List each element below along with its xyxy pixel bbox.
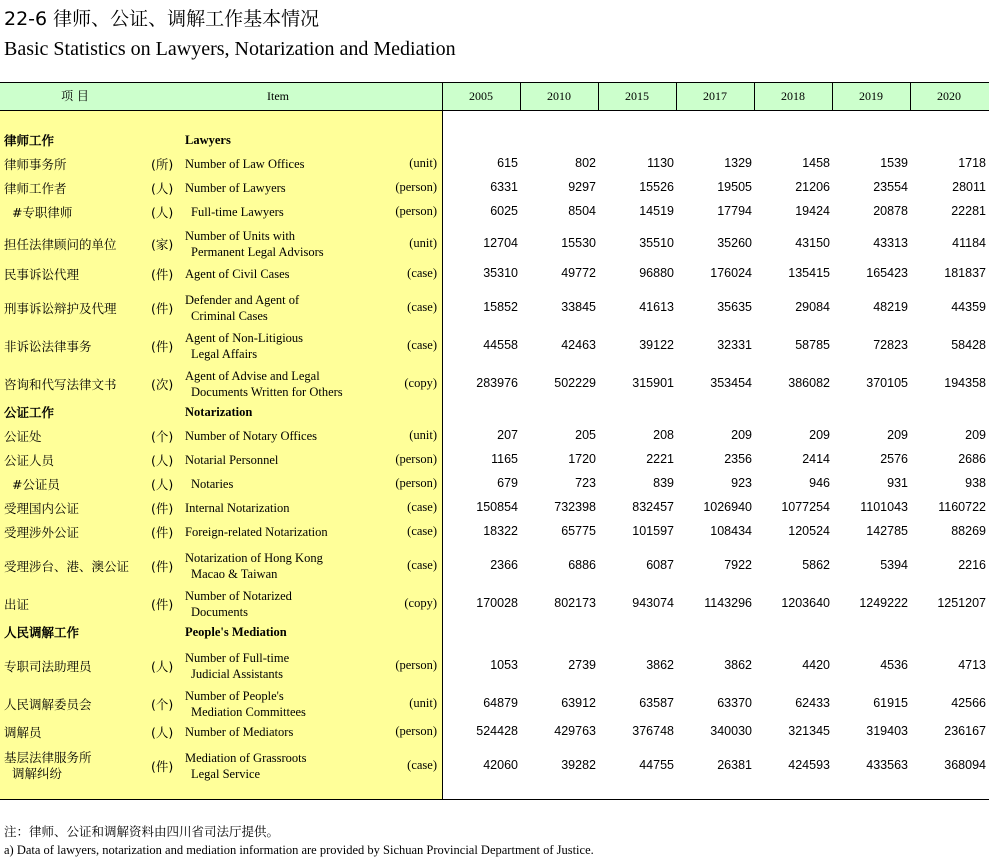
row-value: 35310	[483, 266, 518, 280]
row-value: 2221	[646, 452, 674, 466]
row-value: 353454	[710, 376, 752, 390]
row-unit-en: (person)	[395, 724, 437, 738]
row-value: 1203640	[781, 596, 830, 610]
row-value: 21206	[795, 180, 830, 194]
row-value: 931	[887, 476, 908, 490]
row-unit-cn: (个)	[151, 429, 174, 444]
row-value: 44359	[951, 300, 986, 314]
row-label-en-line: Notarization of Hong Kong	[185, 551, 323, 565]
row-value: 58428	[951, 338, 986, 352]
row-value: 424593	[788, 758, 830, 772]
row-value: 96880	[639, 266, 674, 280]
row-value: 44558	[483, 338, 518, 352]
row-value: 33845	[561, 300, 596, 314]
row-value: 839	[653, 476, 674, 490]
row-unit-cn: (人)	[151, 205, 174, 220]
table-title-cn: 22-6 律师、公证、调解工作基本情况	[4, 8, 320, 30]
row-value: 120524	[788, 524, 830, 538]
row-label-cn: 咨询和代写法律文书	[4, 377, 117, 392]
row-value: 6025	[490, 204, 518, 218]
row-value: 142785	[866, 524, 908, 538]
row-value: 3862	[646, 658, 674, 672]
row-label-cn: 公证人员	[4, 453, 55, 468]
row-label-en-line: Agent of Non-Litigious	[185, 331, 304, 345]
row-value: 176024	[710, 266, 752, 280]
row-label-en	[185, 650, 289, 682]
row-value: 340030	[710, 724, 752, 738]
row-value: 42463	[561, 338, 596, 352]
row-label-cn: 人民调解委员会	[4, 697, 92, 712]
row-value: 205	[575, 428, 596, 442]
row-unit-en: (person)	[395, 452, 437, 466]
row-value: 18322	[483, 524, 518, 538]
row-value: 43313	[873, 236, 908, 250]
row-value: 433563	[866, 758, 908, 772]
row-unit-cn: (件)	[151, 501, 174, 516]
row-value: 938	[965, 476, 986, 490]
row-label-en-line: Mediation Committees	[191, 705, 306, 719]
row-value: 43150	[795, 236, 830, 250]
row-value: 63912	[561, 696, 596, 710]
row-label-en-line: Permanent Legal Advisors	[191, 245, 324, 259]
row-value: 315901	[632, 376, 674, 390]
row-value: 17794	[717, 204, 752, 218]
row-value: 1143296	[704, 596, 752, 610]
row-value: 35510	[639, 236, 674, 250]
row-label-en-line: Number of People's	[185, 689, 284, 703]
row-value: 319403	[866, 724, 908, 738]
row-value: 15530	[561, 236, 596, 250]
footnote-en: a) Data of lawyers, notarization and mediation information are provided by Sichuan Provincial Department of Justice.	[4, 843, 594, 857]
row-value: 48219	[873, 300, 908, 314]
row-label-en	[185, 588, 292, 620]
row-label-cn: 刑事诉讼辩护及代理	[4, 301, 117, 316]
row-label-en-line: Documents	[191, 605, 248, 619]
row-unit-cn: (件)	[151, 559, 174, 574]
row-value: 802	[575, 156, 596, 170]
row-value: 1458	[802, 156, 830, 170]
row-value: 44755	[639, 758, 674, 772]
row-value: 2686	[958, 452, 986, 466]
row-value: 150854	[476, 500, 518, 514]
row-unit-cn: (件)	[151, 339, 174, 354]
row-unit-cn: (人)	[151, 453, 174, 468]
row-label-cn-line1: 基层法律服务所	[4, 750, 92, 765]
row-unit-en: (copy)	[404, 376, 437, 390]
row-value: 209	[731, 428, 752, 442]
row-value: 502229	[554, 376, 596, 390]
row-value: 615	[497, 156, 518, 170]
row-label-en	[185, 724, 293, 740]
row-value: 64879	[483, 696, 518, 710]
header-year: 2020	[937, 89, 961, 103]
row-value: 321345	[788, 724, 830, 738]
row-value: 165423	[866, 266, 908, 280]
row-value: 1077254	[781, 500, 830, 514]
row-value: 35635	[717, 300, 752, 314]
row-unit-cn: (人)	[151, 659, 174, 674]
row-unit-cn: (件)	[151, 267, 174, 282]
row-value: 39122	[639, 338, 674, 352]
header-rule	[0, 110, 989, 111]
row-value: 23554	[873, 180, 908, 194]
row-label-cn: #公证员	[4, 477, 60, 492]
row-label-en	[185, 624, 287, 640]
row-label-en-line: Judicial Assistants	[191, 667, 284, 681]
row-value: 88269	[951, 524, 986, 538]
bottom-rule	[0, 799, 989, 800]
row-value: 2216	[958, 558, 986, 572]
row-unit-cn: (人)	[151, 477, 174, 492]
row-value: 65775	[561, 524, 596, 538]
row-label-en-line: Number of Full-time	[185, 651, 290, 665]
header-year: 2015	[625, 89, 649, 103]
row-value: 2576	[880, 452, 908, 466]
row-value: 1026940	[703, 500, 752, 514]
row-label-en-line: Number of Law Offices	[185, 157, 305, 171]
row-unit-en: (unit)	[409, 156, 437, 170]
row-value: 5862	[802, 558, 830, 572]
header-year: 2005	[469, 89, 493, 103]
row-value: 1130	[647, 156, 674, 170]
row-value: 62433	[795, 696, 830, 710]
row-label-en	[185, 404, 252, 420]
row-value: 209	[965, 428, 986, 442]
row-unit-en: (case)	[407, 500, 437, 514]
row-label-en	[185, 476, 233, 492]
row-value: 429763	[554, 724, 596, 738]
row-value: 29084	[795, 300, 830, 314]
row-value: 42060	[483, 758, 518, 772]
row-label-cn: 受理国内公证	[4, 501, 80, 516]
row-value: 3862	[724, 658, 752, 672]
row-label-en-line: Notarization	[185, 405, 253, 419]
row-label-en	[185, 204, 284, 220]
row-unit-cn: (件)	[151, 759, 174, 774]
row-label-cn: 人民调解工作	[4, 625, 80, 640]
row-label-en-line: Internal Notarization	[185, 501, 290, 515]
row-label-en-line: Full-time Lawyers	[191, 205, 284, 219]
row-value: 72823	[873, 338, 908, 352]
row-value: 1720	[568, 452, 596, 466]
row-unit-cn: (件)	[151, 301, 174, 316]
row-unit-cn: (件)	[151, 525, 174, 540]
row-unit-en: (person)	[395, 658, 437, 672]
row-value: 283976	[476, 376, 518, 390]
row-label-cn: #专职律师	[4, 205, 73, 220]
row-label-en-line: Number of Units with	[185, 229, 296, 243]
row-value: 39282	[561, 758, 596, 772]
row-value: 41613	[639, 300, 674, 314]
row-value: 2366	[490, 558, 518, 572]
row-unit-en: (case)	[407, 338, 437, 352]
row-label-cn: 受理涉外公证	[4, 525, 80, 540]
row-value: 370105	[866, 376, 908, 390]
row-label-en	[185, 500, 289, 516]
row-label-en-line: Mediation of Grassroots	[185, 751, 307, 765]
row-label-en	[185, 266, 290, 282]
row-value: 6087	[646, 558, 674, 572]
row-label-cn: 担任法律顾问的单位	[4, 237, 117, 252]
row-label-en-line: Agent of Civil Cases	[185, 267, 290, 281]
row-value: 4713	[958, 658, 986, 672]
row-label-en-line: Notarial Personnel	[185, 453, 279, 467]
row-value: 386082	[788, 376, 830, 390]
row-value: 101597	[632, 524, 674, 538]
row-value: 943074	[632, 596, 674, 610]
row-label-cn-line2: 调解纠纷	[4, 766, 62, 781]
row-unit-en: (person)	[395, 204, 437, 218]
row-value: 12704	[483, 236, 518, 250]
row-label-cn: 公证工作	[4, 405, 55, 420]
row-value: 20878	[873, 204, 908, 218]
row-unit-cn: (人)	[151, 725, 174, 740]
row-value: 170028	[476, 596, 518, 610]
row-label-en	[185, 132, 231, 148]
row-label-en-line: Number of Lawyers	[185, 181, 286, 195]
row-value: 28011	[952, 180, 986, 194]
row-value: 58785	[795, 338, 830, 352]
row-label-en	[185, 428, 317, 444]
column-divider	[442, 83, 443, 799]
row-value: 1160722	[938, 500, 986, 514]
row-unit-cn: (件)	[151, 597, 174, 612]
row-value: 209	[809, 428, 830, 442]
row-label-cn: 律师事务所	[4, 157, 67, 172]
row-value: 2739	[568, 658, 596, 672]
row-unit-en: (case)	[407, 558, 437, 572]
row-label-en-line: Legal Affairs	[191, 347, 258, 361]
row-label-en	[185, 688, 306, 720]
row-label-en-line: Foreign-related Notarization	[185, 525, 328, 539]
row-value: 19505	[717, 180, 752, 194]
row-value: 7922	[724, 558, 752, 572]
row-label-en	[185, 156, 305, 172]
row-value: 15852	[483, 300, 518, 314]
row-value: 63587	[639, 696, 674, 710]
header-year: 2018	[781, 89, 805, 103]
row-value: 6331	[490, 180, 518, 194]
row-value: 9297	[568, 180, 596, 194]
row-value: 108434	[710, 524, 752, 538]
row-unit-en: (unit)	[409, 428, 437, 442]
row-value: 4536	[880, 658, 908, 672]
row-label-en	[185, 292, 299, 324]
row-value: 723	[575, 476, 596, 490]
row-label-en	[185, 750, 307, 782]
row-unit-cn: (个)	[151, 697, 174, 712]
row-value: 1539	[880, 156, 908, 170]
row-value: 19424	[795, 204, 830, 218]
row-value: 832457	[632, 500, 674, 514]
row-label-en-line: Number of Mediators	[185, 725, 294, 739]
row-unit-en: (person)	[395, 476, 437, 490]
row-value: 135415	[788, 266, 830, 280]
row-value: 236167	[944, 724, 986, 738]
header-year: 2019	[859, 89, 883, 103]
row-value: 209	[887, 428, 908, 442]
row-unit-en: (case)	[407, 300, 437, 314]
row-value: 2356	[724, 452, 752, 466]
header-item-en: Item	[267, 89, 289, 103]
row-value: 41184	[952, 236, 986, 250]
row-value: 802173	[554, 596, 596, 610]
row-value: 1251207	[937, 596, 986, 610]
row-value: 1165	[491, 452, 518, 466]
row-value: 1249222	[859, 596, 908, 610]
row-value: 61915	[873, 696, 908, 710]
row-value: 923	[731, 476, 752, 490]
row-value: 26381	[717, 758, 752, 772]
header-year: 2017	[703, 89, 727, 103]
row-label-en-line: Number of Notarized	[185, 589, 292, 603]
row-value: 22281	[951, 204, 986, 218]
row-unit-en: (unit)	[409, 236, 437, 250]
row-value: 376748	[632, 724, 674, 738]
row-label-en	[185, 330, 303, 362]
row-label-cn: 律师工作	[4, 133, 55, 148]
row-unit-cn: (家)	[151, 237, 174, 252]
row-value: 368094	[944, 758, 986, 772]
row-value: 14519	[639, 204, 674, 218]
row-unit-en: (case)	[407, 758, 437, 772]
row-label-en	[185, 550, 323, 582]
row-unit-cn: (人)	[151, 181, 174, 196]
row-label-cn	[4, 750, 92, 782]
row-label-en	[185, 368, 343, 400]
row-label-cn: 公证处	[4, 429, 42, 444]
row-value: 1101043	[860, 500, 908, 514]
row-value: 6886	[568, 558, 596, 572]
table-title-en: Basic Statistics on Lawyers, Notarization and Mediation	[4, 38, 456, 60]
row-value: 732398	[554, 500, 596, 514]
row-value: 4420	[802, 658, 830, 672]
row-value: 1718	[958, 156, 986, 170]
row-unit-en: (unit)	[409, 696, 437, 710]
row-label-cn: 专职司法助理员	[4, 659, 92, 674]
row-value: 63370	[717, 696, 752, 710]
row-unit-en: (case)	[407, 524, 437, 538]
row-label-en-line: Documents Written for Others	[191, 385, 343, 399]
row-label-cn: 调解员	[4, 725, 42, 740]
row-value: 1053	[490, 658, 518, 672]
row-value: 8504	[568, 204, 596, 218]
row-value: 181837	[944, 266, 986, 280]
row-label-en-line: Legal Service	[191, 767, 261, 781]
row-value: 49772	[561, 266, 596, 280]
row-label-cn: 律师工作者	[4, 181, 67, 196]
row-value: 32331	[717, 338, 752, 352]
row-value: 194358	[944, 376, 986, 390]
row-label-en	[185, 228, 324, 260]
footnote-cn: 注：律师、公证和调解资料由四川省司法厅提供。	[4, 824, 280, 839]
row-value: 42566	[951, 696, 986, 710]
header-item-cn: 项 目	[61, 89, 89, 103]
row-unit-en: (case)	[407, 266, 437, 280]
row-unit-cn: (次)	[151, 377, 174, 392]
row-label-en-line: People's Mediation	[185, 625, 287, 639]
row-label-cn: 出证	[4, 597, 30, 612]
row-label-en-line: Number of Notary Offices	[185, 429, 318, 443]
row-value: 15526	[639, 180, 674, 194]
row-label-cn: 民事诉讼代理	[4, 267, 80, 282]
row-label-en	[185, 452, 278, 468]
row-label-cn: 受理涉台、港、澳公证	[4, 559, 130, 574]
row-value: 208	[653, 428, 674, 442]
row-label-en-line: Macao & Taiwan	[191, 567, 278, 581]
row-value: 946	[809, 476, 830, 490]
row-value: 524428	[476, 724, 518, 738]
row-label-en-line: Defender and Agent of	[185, 293, 300, 307]
row-label-en	[185, 524, 328, 540]
row-label-en-line: Criminal Cases	[191, 309, 268, 323]
row-value: 5394	[880, 558, 908, 572]
row-unit-cn: (所)	[151, 157, 174, 172]
row-value: 2414	[802, 452, 830, 466]
row-value: 35260	[717, 236, 752, 250]
row-unit-en: (copy)	[404, 596, 437, 610]
row-label-cn: 非诉讼法律事务	[4, 339, 92, 354]
row-label-en-line: Lawyers	[185, 133, 231, 147]
row-label-en-line: Agent of Advise and Legal	[185, 369, 320, 383]
header-year: 2010	[547, 89, 571, 103]
row-value: 1329	[724, 156, 752, 170]
row-label-en	[185, 180, 286, 196]
row-unit-en: (person)	[395, 180, 437, 194]
row-value: 679	[497, 476, 518, 490]
row-label-en-line: Notaries	[191, 477, 234, 491]
row-value: 207	[497, 428, 518, 442]
